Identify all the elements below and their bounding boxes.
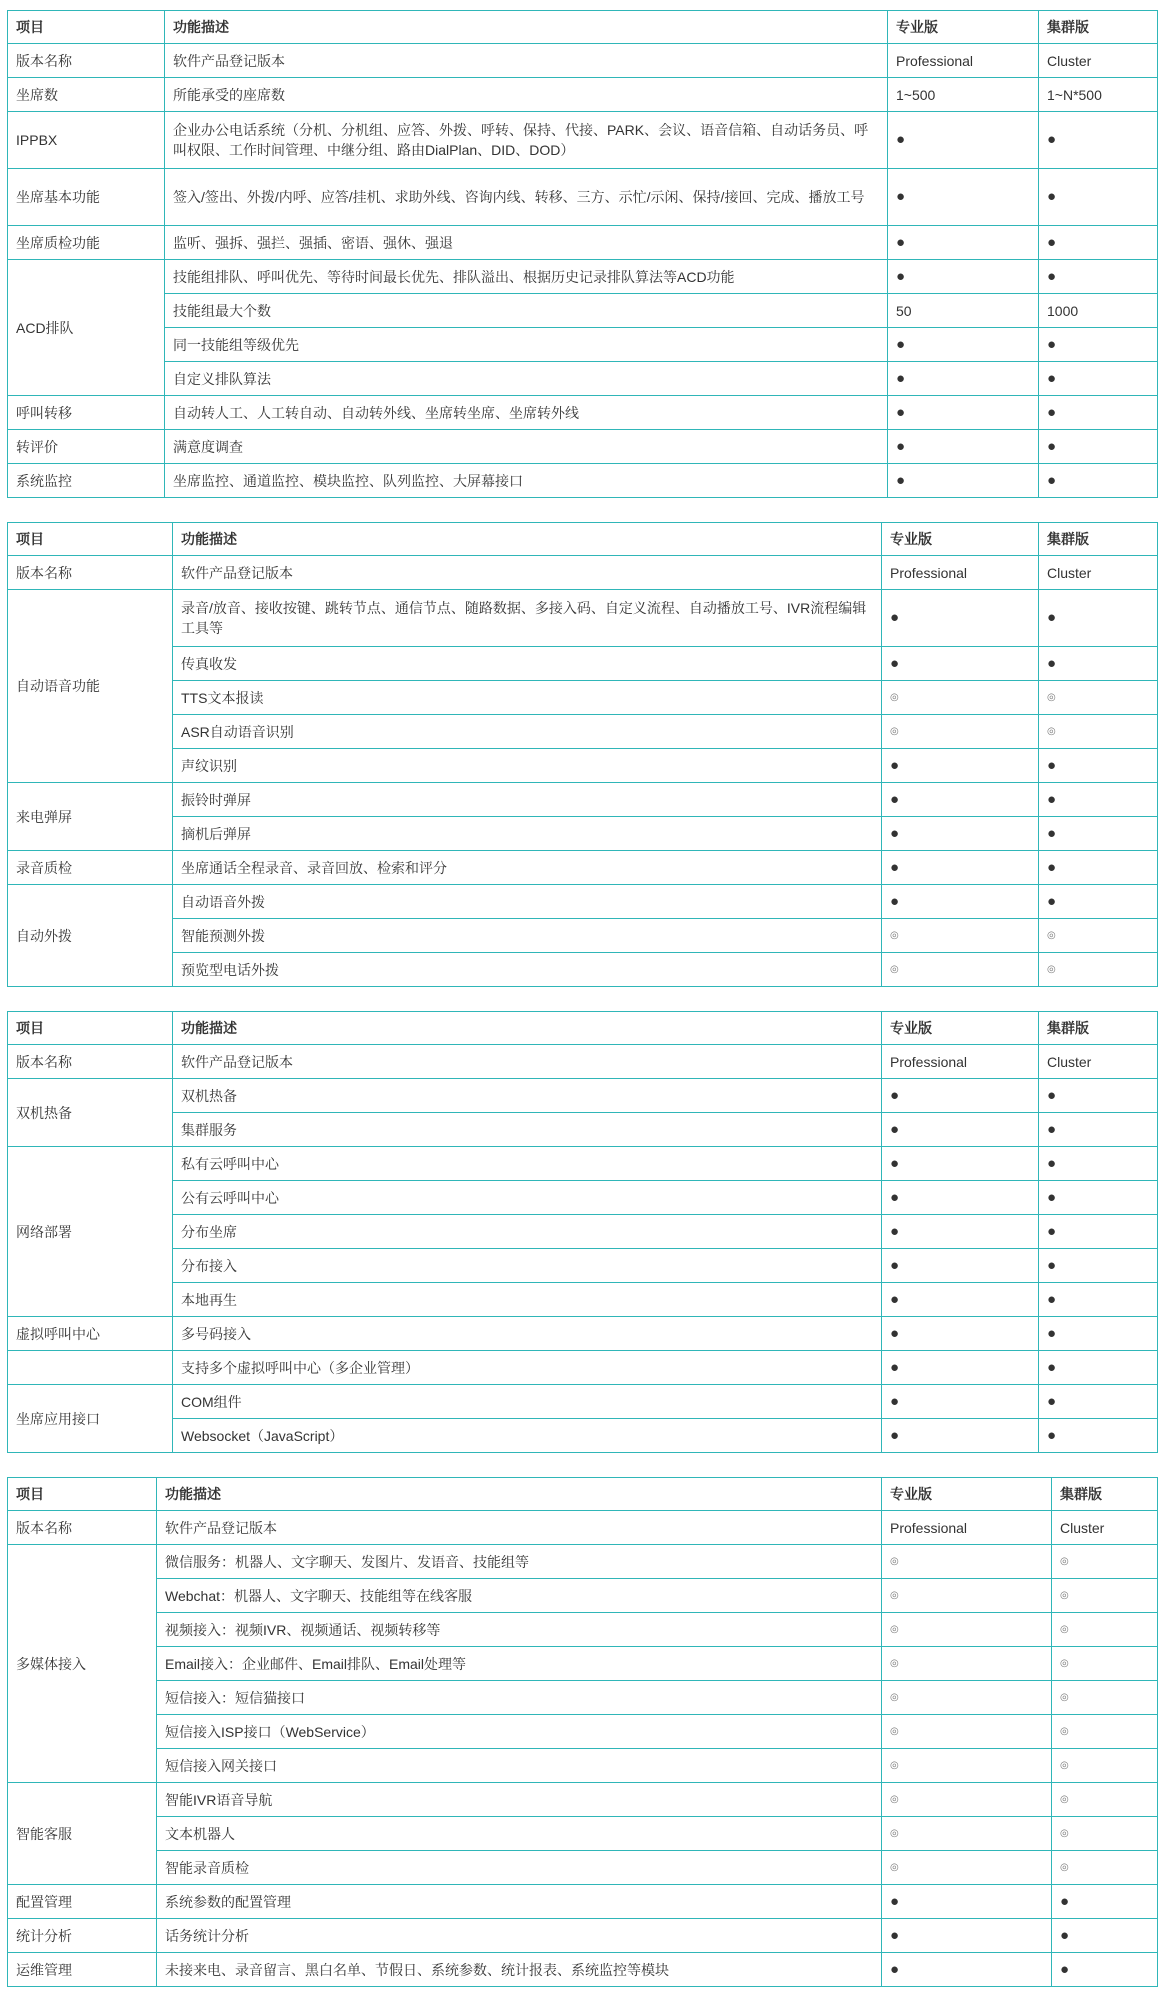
cluster-value: Cluster — [1039, 1045, 1158, 1079]
header-professional: 专业版 — [882, 1478, 1052, 1511]
professional-value: ● — [888, 430, 1039, 464]
table-row — [8, 1385, 1158, 1419]
table-row — [8, 885, 1158, 919]
cluster-value: ◎ — [1052, 1783, 1158, 1817]
table-row — [8, 1885, 1158, 1919]
feature-description: 自动转人工、人工转自动、自动转外线、坐席转坐席、坐席转外线 — [165, 396, 888, 430]
feature-description: 短信接入网关接口 — [157, 1749, 882, 1783]
cluster-value: ◎ — [1052, 1681, 1158, 1715]
feature-description: TTS文本报读 — [173, 681, 882, 715]
feature-description: 系统参数的配置管理 — [157, 1885, 882, 1919]
feature-description: 智能IVR语音导航 — [157, 1783, 882, 1817]
table-row — [8, 1715, 1158, 1749]
table-row — [8, 590, 1158, 647]
feature-description: 视频接入：视频IVR、视频通话、视频转移等 — [157, 1613, 882, 1647]
cluster-value: ◎ — [1052, 1579, 1158, 1613]
group-label: 坐席应用接口 — [8, 1385, 173, 1453]
spec-table-3 — [7, 1011, 1158, 1453]
feature-description: 短信接入：短信猫接口 — [157, 1681, 882, 1715]
feature-description: Email接入：企业邮件、Email排队、Email处理等 — [157, 1647, 882, 1681]
header-description: 功能描述 — [173, 523, 882, 556]
cluster-value: ◎ — [1039, 919, 1158, 953]
cluster-value: ● — [1039, 169, 1158, 226]
table-row — [8, 1113, 1158, 1147]
table-row — [8, 362, 1158, 396]
header-cluster: 集群版 — [1039, 11, 1158, 44]
spec-table-4 — [7, 1477, 1158, 1987]
cluster-value: ◎ — [1052, 1817, 1158, 1851]
header-item: 项目 — [8, 1478, 157, 1511]
professional-value: ◎ — [882, 1681, 1052, 1715]
cluster-value: ● — [1039, 1079, 1158, 1113]
table-row — [8, 1953, 1158, 1987]
feature-description: 未接来电、录音留言、黑白名单、节假日、系统参数、统计报表、系统监控等模块 — [157, 1953, 882, 1987]
professional-value: Professional — [888, 44, 1039, 78]
professional-value: ● — [882, 590, 1039, 647]
feature-description: 监听、强拆、强拦、强插、密语、强休、强退 — [165, 226, 888, 260]
group-label: 多媒体接入 — [8, 1545, 157, 1783]
cluster-value: ● — [1039, 1113, 1158, 1147]
table-row — [8, 1919, 1158, 1953]
table-row — [8, 1749, 1158, 1783]
group-label: 转评价 — [8, 430, 165, 464]
cluster-value: ◎ — [1052, 1715, 1158, 1749]
table-row — [8, 260, 1158, 294]
feature-description: 智能录音质检 — [157, 1851, 882, 1885]
group-label: 版本名称 — [8, 44, 165, 78]
cluster-value: ● — [1052, 1919, 1158, 1953]
cluster-value: 1000 — [1039, 294, 1158, 328]
group-label: 虚拟呼叫中心 — [8, 1317, 173, 1351]
feature-description: 软件产品登记版本 — [173, 556, 882, 590]
feature-description: 振铃时弹屏 — [173, 783, 882, 817]
professional-value: ● — [882, 1351, 1039, 1385]
feature-description: 分布坐席 — [173, 1215, 882, 1249]
cluster-value: ◎ — [1039, 681, 1158, 715]
cluster-value: Cluster — [1039, 44, 1158, 78]
feature-description: 多号码接入 — [173, 1317, 882, 1351]
professional-value: ● — [882, 1079, 1039, 1113]
cluster-value: ● — [1039, 464, 1158, 498]
spec-table-1 — [7, 10, 1158, 498]
table-row — [8, 294, 1158, 328]
feature-description: 传真收发 — [173, 647, 882, 681]
table-row — [8, 1283, 1158, 1317]
table-row — [8, 1317, 1158, 1351]
professional-value: ● — [882, 749, 1039, 783]
table-row — [8, 1215, 1158, 1249]
group-label: 坐席质检功能 — [8, 226, 165, 260]
cluster-value: ◎ — [1052, 1613, 1158, 1647]
spec-table-2 — [7, 522, 1158, 987]
cluster-value: ● — [1039, 1283, 1158, 1317]
cluster-value: ● — [1039, 590, 1158, 647]
feature-description: 满意度调查 — [165, 430, 888, 464]
professional-value: ● — [882, 1885, 1052, 1919]
table-row — [8, 1647, 1158, 1681]
professional-value: ● — [882, 885, 1039, 919]
header-professional: 专业版 — [882, 523, 1039, 556]
feature-description: 声纹识别 — [173, 749, 882, 783]
cluster-value: ● — [1039, 1215, 1158, 1249]
professional-value: ● — [882, 851, 1039, 885]
cluster-value: ◎ — [1052, 1851, 1158, 1885]
table-row — [8, 1545, 1158, 1579]
group-label: ACD排队 — [8, 260, 165, 396]
feature-comparison — [7, 10, 1157, 2011]
cluster-value: ● — [1039, 260, 1158, 294]
feature-description: 软件产品登记版本 — [165, 44, 888, 78]
professional-value: ◎ — [882, 1783, 1052, 1817]
cluster-value: ● — [1039, 328, 1158, 362]
professional-value: ● — [882, 1181, 1039, 1215]
professional-value: ◎ — [882, 1749, 1052, 1783]
cluster-value: ◎ — [1052, 1749, 1158, 1783]
feature-description: 预览型电话外拨 — [173, 953, 882, 987]
group-label: 网络部署 — [8, 1147, 173, 1317]
cluster-value: ● — [1039, 396, 1158, 430]
table-row — [8, 1045, 1158, 1079]
table-row — [8, 1079, 1158, 1113]
table-row — [8, 1181, 1158, 1215]
professional-value: ● — [882, 1215, 1039, 1249]
table-row — [8, 226, 1158, 260]
feature-description: 坐席监控、通道监控、模块监控、队列监控、大屏幕接口 — [165, 464, 888, 498]
group-label — [8, 1351, 173, 1385]
table-row — [8, 328, 1158, 362]
cluster-value: ● — [1039, 1385, 1158, 1419]
feature-description: 自定义排队算法 — [165, 362, 888, 396]
professional-value: ◎ — [882, 953, 1039, 987]
table-row — [8, 464, 1158, 498]
professional-value: ● — [888, 226, 1039, 260]
table-row — [8, 715, 1158, 749]
feature-description: COM组件 — [173, 1385, 882, 1419]
feature-description: 本地再生 — [173, 1283, 882, 1317]
professional-value: ◎ — [882, 1579, 1052, 1613]
header-description: 功能描述 — [173, 1012, 882, 1045]
professional-value: ◎ — [882, 715, 1039, 749]
professional-value: ● — [888, 362, 1039, 396]
header-description: 功能描述 — [157, 1478, 882, 1511]
professional-value: ◎ — [882, 919, 1039, 953]
professional-value: ● — [882, 1919, 1052, 1953]
feature-description: 短信接入ISP接口（WebService） — [157, 1715, 882, 1749]
group-label: 呼叫转移 — [8, 396, 165, 430]
cluster-value: ● — [1039, 1419, 1158, 1453]
table-row — [8, 430, 1158, 464]
cluster-value: ● — [1039, 1249, 1158, 1283]
group-label: 自动外拨 — [8, 885, 173, 987]
table-header-row — [8, 11, 1158, 44]
feature-description: 软件产品登记版本 — [157, 1511, 882, 1545]
group-label: 配置管理 — [8, 1885, 157, 1919]
feature-description: 集群服务 — [173, 1113, 882, 1147]
cluster-value: ● — [1039, 1147, 1158, 1181]
header-cluster: 集群版 — [1039, 1012, 1158, 1045]
table-header-row — [8, 1478, 1158, 1511]
professional-value: ● — [888, 112, 1039, 169]
professional-value: ● — [888, 260, 1039, 294]
cluster-value: ● — [1039, 851, 1158, 885]
professional-value: ● — [882, 1953, 1052, 1987]
professional-value: ● — [882, 1317, 1039, 1351]
header-description: 功能描述 — [165, 11, 888, 44]
table-row — [8, 1851, 1158, 1885]
table-row — [8, 919, 1158, 953]
professional-value: ● — [882, 647, 1039, 681]
feature-description: 私有云呼叫中心 — [173, 1147, 882, 1181]
group-label: 来电弹屏 — [8, 783, 173, 851]
feature-description: 软件产品登记版本 — [173, 1045, 882, 1079]
table-row — [8, 1419, 1158, 1453]
professional-value: ◎ — [882, 1851, 1052, 1885]
feature-description: 智能预测外拨 — [173, 919, 882, 953]
cluster-value: ◎ — [1052, 1647, 1158, 1681]
cluster-value: ◎ — [1052, 1545, 1158, 1579]
feature-description: Webchat：机器人、文字聊天、技能组等在线客服 — [157, 1579, 882, 1613]
professional-value: 1~500 — [888, 78, 1039, 112]
group-label: 坐席数 — [8, 78, 165, 112]
group-label: 系统监控 — [8, 464, 165, 498]
table-row — [8, 112, 1158, 169]
feature-description: 企业办公电话系统（分机、分机组、应答、外拨、呼转、保持、代接、PARK、会议、语音信箱、自动话务员、呼叫权限、工作时间管理、中继分组、路由DialPlan、DID、DOD） — [165, 112, 888, 169]
professional-value: ● — [888, 169, 1039, 226]
group-label: 录音质检 — [8, 851, 173, 885]
cluster-value: ● — [1039, 112, 1158, 169]
cluster-value: 1~N*500 — [1039, 78, 1158, 112]
header-professional: 专业版 — [888, 11, 1039, 44]
group-label: 版本名称 — [8, 556, 173, 590]
professional-value: ◎ — [882, 1647, 1052, 1681]
group-label: 自动语音功能 — [8, 590, 173, 783]
feature-description: 技能组最大个数 — [165, 294, 888, 328]
cluster-value: ● — [1052, 1953, 1158, 1987]
cluster-value: ● — [1039, 817, 1158, 851]
cluster-value: ● — [1039, 749, 1158, 783]
professional-value: ◎ — [882, 1545, 1052, 1579]
header-item: 项目 — [8, 1012, 173, 1045]
professional-value: ● — [888, 328, 1039, 362]
professional-value: ● — [888, 396, 1039, 430]
feature-description: 公有云呼叫中心 — [173, 1181, 882, 1215]
cluster-value: ● — [1039, 647, 1158, 681]
professional-value: ◎ — [882, 1715, 1052, 1749]
feature-description: 双机热备 — [173, 1079, 882, 1113]
feature-description: ASR自动语音识别 — [173, 715, 882, 749]
table-row — [8, 1511, 1158, 1545]
group-label: 运维管理 — [8, 1953, 157, 1987]
table-row — [8, 1249, 1158, 1283]
cluster-value: ◎ — [1039, 715, 1158, 749]
group-label: IPPBX — [8, 112, 165, 169]
table-row — [8, 681, 1158, 715]
group-label: 坐席基本功能 — [8, 169, 165, 226]
feature-description: 分布接入 — [173, 1249, 882, 1283]
feature-description: 自动语音外拨 — [173, 885, 882, 919]
cluster-value: ◎ — [1039, 953, 1158, 987]
group-label: 版本名称 — [8, 1045, 173, 1079]
feature-description: 支持多个虚拟呼叫中心（多企业管理） — [173, 1351, 882, 1385]
feature-description: 微信服务：机器人、文字聊天、发图片、发语音、技能组等 — [157, 1545, 882, 1579]
table-row — [8, 817, 1158, 851]
feature-description: 技能组排队、呼叫优先、等待时间最长优先、排队溢出、根据历史记录排队算法等ACD功能 — [165, 260, 888, 294]
group-label: 双机热备 — [8, 1079, 173, 1147]
cluster-value: ● — [1039, 430, 1158, 464]
professional-value: 50 — [888, 294, 1039, 328]
header-item: 项目 — [8, 11, 165, 44]
table-row — [8, 1351, 1158, 1385]
header-cluster: 集群版 — [1039, 523, 1158, 556]
table-row — [8, 953, 1158, 987]
group-label: 智能客服 — [8, 1783, 157, 1885]
table-row — [8, 1817, 1158, 1851]
feature-description: 文本机器人 — [157, 1817, 882, 1851]
table-row — [8, 749, 1158, 783]
feature-description: 摘机后弹屏 — [173, 817, 882, 851]
feature-description: 坐席通话全程录音、录音回放、检索和评分 — [173, 851, 882, 885]
header-professional: 专业版 — [882, 1012, 1039, 1045]
professional-value: ● — [882, 1249, 1039, 1283]
table-row — [8, 851, 1158, 885]
group-label: 版本名称 — [8, 1511, 157, 1545]
cluster-value: ● — [1039, 1317, 1158, 1351]
table-row — [8, 1783, 1158, 1817]
header-cluster: 集群版 — [1052, 1478, 1158, 1511]
table-row — [8, 169, 1158, 226]
professional-value: ◎ — [882, 681, 1039, 715]
table-header-row — [8, 523, 1158, 556]
professional-value: ● — [882, 1419, 1039, 1453]
table-row — [8, 1147, 1158, 1181]
table-row — [8, 783, 1158, 817]
cluster-value: ● — [1039, 362, 1158, 396]
cluster-value: ● — [1052, 1885, 1158, 1919]
professional-value: ● — [882, 1385, 1039, 1419]
professional-value: Professional — [882, 556, 1039, 590]
table-row — [8, 556, 1158, 590]
cluster-value: Cluster — [1039, 556, 1158, 590]
feature-description: 所能承受的座席数 — [165, 78, 888, 112]
table-row — [8, 78, 1158, 112]
table-row — [8, 1613, 1158, 1647]
table-row — [8, 647, 1158, 681]
cluster-value: ● — [1039, 1351, 1158, 1385]
professional-value: Professional — [882, 1511, 1052, 1545]
cluster-value: ● — [1039, 226, 1158, 260]
professional-value: ● — [882, 1113, 1039, 1147]
cluster-value: Cluster — [1052, 1511, 1158, 1545]
feature-description: 录音/放音、接收按键、跳转节点、通信节点、随路数据、多接入码、自定义流程、自动播放工号、IVR流程编辑工具等 — [173, 590, 882, 647]
feature-description: 签入/签出、外拨/内呼、应答/挂机、求助外线、咨询内线、转移、三方、示忙/示闲、保持/接回、完成、播放工号 — [165, 169, 888, 226]
cluster-value: ● — [1039, 885, 1158, 919]
feature-description: 话务统计分析 — [157, 1919, 882, 1953]
professional-value: ● — [882, 783, 1039, 817]
header-item: 项目 — [8, 523, 173, 556]
professional-value: ◎ — [882, 1613, 1052, 1647]
feature-description: Websocket（JavaScript） — [173, 1419, 882, 1453]
professional-value: ● — [882, 1283, 1039, 1317]
table-row — [8, 44, 1158, 78]
table-row — [8, 1681, 1158, 1715]
feature-description: 同一技能组等级优先 — [165, 328, 888, 362]
cluster-value: ● — [1039, 783, 1158, 817]
table-header-row — [8, 1012, 1158, 1045]
table-row — [8, 1579, 1158, 1613]
professional-value: ◎ — [882, 1817, 1052, 1851]
professional-value: Professional — [882, 1045, 1039, 1079]
group-label: 统计分析 — [8, 1919, 157, 1953]
professional-value: ● — [882, 817, 1039, 851]
professional-value: ● — [882, 1147, 1039, 1181]
professional-value: ● — [888, 464, 1039, 498]
cluster-value: ● — [1039, 1181, 1158, 1215]
table-row — [8, 396, 1158, 430]
